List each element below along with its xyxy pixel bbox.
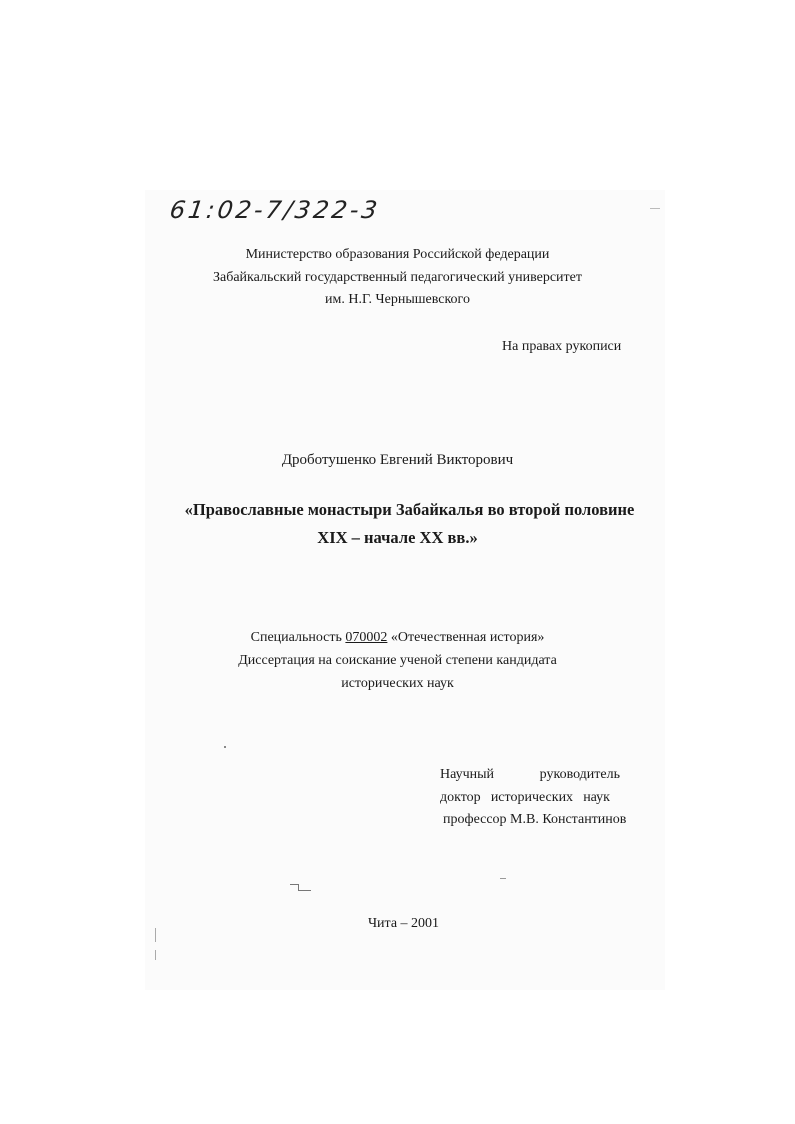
scanned-page bbox=[145, 190, 665, 990]
archive-code: 61:02-7/322-3 bbox=[168, 196, 382, 224]
scan-artifact bbox=[155, 950, 156, 960]
specialty-line bbox=[0, 630, 795, 646]
university-line: Забайкальский государственный педагогический университет bbox=[212, 270, 582, 285]
scan-artifact bbox=[299, 890, 311, 891]
specialty-prefix: Специальность bbox=[250, 630, 342, 645]
scan-artifact bbox=[155, 928, 156, 942]
dissertation-title-line1: «Православные монастыри Забайкалья во второй половине bbox=[184, 500, 635, 519]
scan-artifact bbox=[290, 884, 298, 885]
ministry-line: Министерство образования Российской федерации bbox=[245, 247, 550, 262]
advisor-name: профессор М.В. Константинов bbox=[443, 812, 627, 827]
scan-artifact bbox=[224, 746, 226, 748]
dissertation-title-line2: XIX – начале XX вв.» bbox=[317, 528, 478, 547]
dissertation-degree-line1: Диссертация на соискание ученой степени кандидата bbox=[238, 653, 557, 668]
named-after-line: им. Н.Г. Чернышевского bbox=[325, 292, 470, 307]
specialty-code: 070002 bbox=[345, 630, 388, 645]
author-name: Дроботушенко Евгений Викторович bbox=[281, 452, 514, 468]
scan-artifact bbox=[650, 208, 660, 209]
advisor-role: Научный руководитель bbox=[440, 767, 620, 782]
city-year: Чита – 2001 bbox=[367, 916, 440, 931]
advisor-degree: доктор исторических наук bbox=[440, 790, 610, 805]
scan-artifact bbox=[500, 878, 506, 879]
manuscript-note: На правах рукописи bbox=[502, 339, 622, 354]
dissertation-degree-line2: исторических наук bbox=[341, 676, 454, 691]
specialty-name: «Отечественная история» bbox=[390, 630, 545, 645]
